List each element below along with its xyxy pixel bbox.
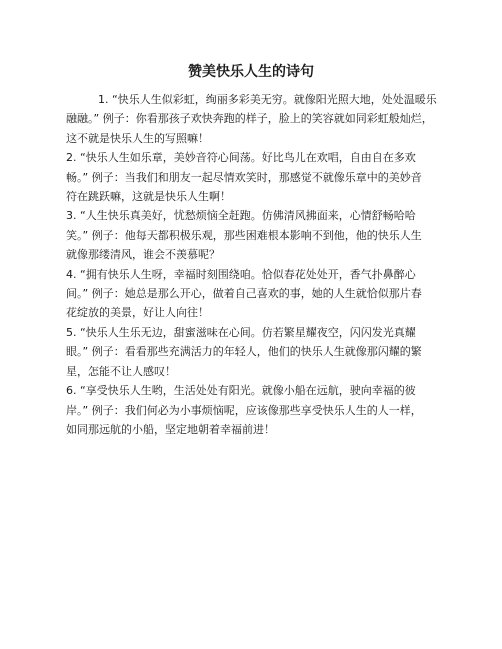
paragraph-5 — [66, 323, 440, 381]
text-line: 如同那远航的小船，坚定地朝着幸福前进！ — [66, 422, 275, 436]
text-line: 2. “快乐人生如乐章，美妙音符心间荡。好比鸟儿在欢唱，自由自在多欢 — [66, 151, 416, 165]
text-line: 4. “拥有快乐人生呀，幸福时刻围绕咱。恰似春花处处开，香气扑鼻醉心 — [66, 267, 416, 281]
text-line: 眼。” 例子：看看那些充满活力的年轻人，他们的快乐人生就像那闪耀的繁 — [66, 345, 422, 359]
paragraph-3 — [66, 206, 440, 264]
text-line: 符在跳跃嘛，这就是快乐人生啊！ — [66, 190, 231, 204]
text-line: 花绽放的美景，好让人向往！ — [66, 306, 209, 320]
paragraph-1 — [66, 90, 440, 148]
text-line: 畅。” 例子：当我们和朋友一起尽情欢笑时，那感觉不就像乐章中的美妙音 — [66, 170, 422, 184]
text-line: 就像那缕清风，谁会不羡慕呢？ — [66, 248, 220, 262]
text-line: 星，怎能不让人感叹！ — [66, 364, 176, 378]
text-line: 间。” 例子：她总是那么开心，做着自己喜欢的事，她的人生就恰似那片春 — [66, 287, 422, 301]
text-line: 笑。” 例子：他每天都积极乐观，那些困难根本影响不到他，他的快乐人生 — [66, 228, 422, 242]
text-line: 这不就是快乐人生的写照嘛！ — [66, 131, 209, 145]
text-line: 岸。” 例子：我们何必为小事烦恼呢，应该像那些享受快乐人生的人一样， — [66, 403, 422, 417]
text-line: 融融。” 例子：你看那孩子欢快奔跑的样子，脸上的笑容就如同彩虹般灿烂， — [66, 112, 433, 126]
text-line: 1. “快乐人生似彩虹，绚丽多彩美无穷。就像阳光照大地，处处温暖乐 — [98, 93, 437, 106]
document-body — [66, 90, 440, 439]
paragraph-4 — [66, 265, 440, 323]
document-title: 赞美快乐人生的诗句 — [188, 64, 314, 80]
text-line: 3. “人生快乐真美好，忧愁烦恼全赶跑。仿佛清风拂面来，心情舒畅哈哈 — [66, 209, 416, 223]
text-line: 6. “享受快乐人生哟，生活处处有阳光。就像小船在远航，驶向幸福的彼 — [66, 384, 416, 398]
text-line: 5. “快乐人生乐无边，甜蜜滋味在心间。仿若繁星耀夜空，闪闪发光真耀 — [66, 325, 416, 339]
paragraph-6 — [66, 381, 440, 439]
paragraph-2 — [66, 148, 440, 206]
